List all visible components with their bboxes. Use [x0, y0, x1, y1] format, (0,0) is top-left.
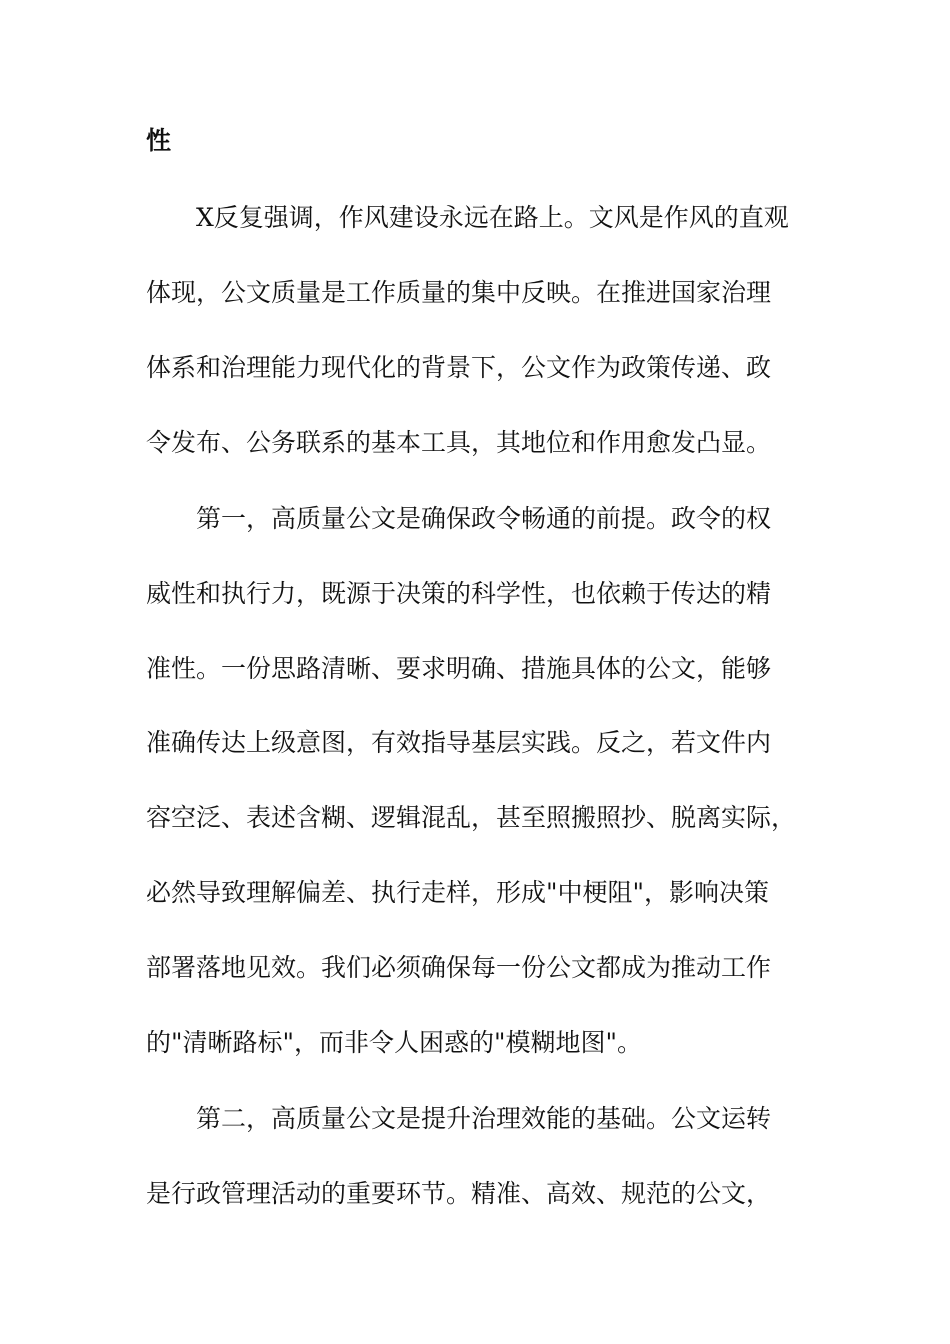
- paragraph-3-line-1: 第二，高质量公文是提升治理效能的基础。公文运转: [196, 1104, 772, 1133]
- paragraph-2-line-7: 部署落地见效。我们必须确保每一份公文都成为推动工作: [146, 953, 772, 982]
- paragraph-2-line-8: 的"清晰路标"，而非令人困惑的"模糊地图"。: [146, 1028, 642, 1057]
- paragraph-1-line-3: 体系和治理能力现代化的背景下，公文作为政策传递、政: [146, 353, 772, 382]
- paragraph-1-line-2: 体现，公文质量是工作质量的集中反映。在推进国家治理: [146, 278, 772, 307]
- paragraph-2-line-6: 必然导致理解偏差、执行走样，形成"中梗阻"，影响决策: [146, 878, 770, 907]
- paragraph-2-line-3: 准性。一份思路清晰、要求明确、措施具体的公文，能够: [146, 654, 772, 683]
- paragraph-2-line-1: 第一，高质量公文是确保政令畅通的前提。政令的权: [196, 504, 772, 533]
- paragraph-2-line-4: 准确传达上级意图，有效指导基层实践。反之，若文件内: [146, 728, 772, 757]
- paragraph-2-line-2: 威性和执行力，既源于决策的科学性，也依赖于传达的精: [146, 579, 772, 608]
- section-heading-fragment: 性: [146, 126, 172, 155]
- paragraph-1-line-1: X反复强调，作风建设永远在路上。文风是作风的直观: [196, 203, 789, 232]
- paragraph-2-line-5: 容空泛、表述含糊、逻辑混乱，甚至照搬照抄、脱离实际，: [146, 803, 797, 832]
- paragraph-3-line-2: 是行政管理活动的重要环节。精准、高效、规范的公文，: [146, 1179, 772, 1208]
- paragraph-1-line-4: 令发布、公务联系的基本工具，其地位和作用愈发凸显。: [146, 428, 772, 457]
